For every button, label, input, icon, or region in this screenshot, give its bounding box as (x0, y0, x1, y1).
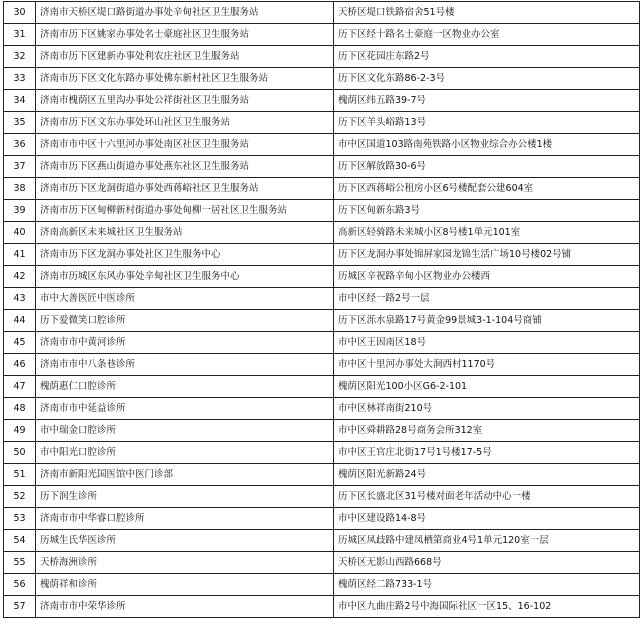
table-row (4, 134, 640, 156)
row-number: 48 (4, 398, 36, 420)
table-row (4, 464, 640, 486)
table-row (4, 552, 640, 574)
facility-name: 济南市市中黄河诊所 (36, 332, 334, 354)
facility-name: 济南市市中华睿口腔诊所 (36, 508, 334, 530)
facility-address: 市中区国道103路南苑铁路小区物业综合办公楼1楼 (334, 134, 640, 156)
row-number: 36 (4, 134, 36, 156)
table-row (4, 68, 640, 90)
facility-address: 天桥区堤口铁路宿舍51号楼 (334, 2, 640, 24)
row-number: 55 (4, 552, 36, 574)
facility-address: 历城区凤歧路中建凤栖第商业4号1单元120室一层 (334, 530, 640, 552)
facility-name: 济南市市中八条巷诊所 (36, 354, 334, 376)
facility-address: 市中区建设路14-8号 (334, 508, 640, 530)
table-row (4, 156, 640, 178)
facility-name: 历下爱微笑口腔诊所 (36, 310, 334, 332)
facility-name: 历下润生诊所 (36, 486, 334, 508)
row-number: 52 (4, 486, 36, 508)
facility-address: 历下区羊头峪路13号 (334, 112, 640, 134)
facility-address: 历下区经十路名士豪庭一区物业办公室 (334, 24, 640, 46)
table-row (4, 354, 640, 376)
facility-name: 济南市历下区文东办事处环山社区卫生服务站 (36, 112, 334, 134)
row-number: 44 (4, 310, 36, 332)
facility-name: 市中大善医匠中医诊所 (36, 288, 334, 310)
facility-address: 市中区九曲庄路2号中海国际社区一区15、16-102 (334, 596, 640, 618)
facility-name: 济南市历下区姚家办事处名士豪庭社区卫生服务站 (36, 24, 334, 46)
facility-name: 济南市历下区龙洞办事处社区卫生服务中心 (36, 244, 334, 266)
table-row (4, 310, 640, 332)
row-number: 38 (4, 178, 36, 200)
row-number: 35 (4, 112, 36, 134)
facility-address: 槐荫区纬五路39-7号 (334, 90, 640, 112)
table-row (4, 376, 640, 398)
row-number: 49 (4, 420, 36, 442)
facility-address: 槐荫区阳光新路24号 (334, 464, 640, 486)
row-number: 40 (4, 222, 36, 244)
row-number: 42 (4, 266, 36, 288)
row-number: 30 (4, 2, 36, 24)
facility-address: 天桥区无影山西路668号 (334, 552, 640, 574)
table-row (4, 112, 640, 134)
table-row (4, 486, 640, 508)
facility-address: 市中区舜耕路28号商务会所312室 (334, 420, 640, 442)
facility-name: 济南高新区未来城社区卫生服务站 (36, 222, 334, 244)
table-row (4, 244, 640, 266)
table-row (4, 24, 640, 46)
row-number: 31 (4, 24, 36, 46)
table-row (4, 420, 640, 442)
row-number: 43 (4, 288, 36, 310)
facility-name: 济南市历下区龙洞街道办事处西蒋峪社区卫生服务站 (36, 178, 334, 200)
table-row (4, 222, 640, 244)
row-number: 47 (4, 376, 36, 398)
facility-name: 济南市历下区建新办事处利农庄社区卫生服务站 (36, 46, 334, 68)
facility-name: 济南市历下区甸柳新村街道办事处甸柳一居社区卫生服务站 (36, 200, 334, 222)
table-row (4, 508, 640, 530)
facility-name: 济南市历下区文化东路办事处佛东新村社区卫生服务站 (36, 68, 334, 90)
facility-address: 市中区十里河办事处大涧西村1170号 (334, 354, 640, 376)
table-row (4, 178, 640, 200)
facility-address: 高新区轻骑路未来城小区8号楼1单元101室 (334, 222, 640, 244)
facility-address: 历下区解放路30-6号 (334, 156, 640, 178)
row-number: 39 (4, 200, 36, 222)
facility-table (3, 1, 640, 618)
row-number: 32 (4, 46, 36, 68)
facility-address: 历下区泺水泉路17号黄金99景城3-1-104号商铺 (334, 310, 640, 332)
facility-name: 济南市市中延益诊所 (36, 398, 334, 420)
row-number: 41 (4, 244, 36, 266)
table-row (4, 530, 640, 552)
facility-name: 槐荫祥和诊所 (36, 574, 334, 596)
facility-address: 历下区长盛北区31号楼对面老年活动中心一楼 (334, 486, 640, 508)
row-number: 37 (4, 156, 36, 178)
facility-address: 市中区王因南区18号 (334, 332, 640, 354)
facility-name: 济南市历下区燕山街道办事处燕东社区卫生服务站 (36, 156, 334, 178)
table-row (4, 332, 640, 354)
facility-address: 市中区经一路2号一层 (334, 288, 640, 310)
table-row (4, 266, 640, 288)
row-number: 46 (4, 354, 36, 376)
row-number: 53 (4, 508, 36, 530)
facility-address: 历下区文化东路86-2-3号 (334, 68, 640, 90)
facility-name: 槐荫惠仁口腔诊所 (36, 376, 334, 398)
row-number: 45 (4, 332, 36, 354)
facility-name: 济南市天桥区堤口路街道办事处辛甸社区卫生服务站 (36, 2, 334, 24)
table-row (4, 46, 640, 68)
table-body (4, 2, 640, 618)
table-row (4, 442, 640, 464)
row-number: 56 (4, 574, 36, 596)
facility-address: 市中区林祥南街210号 (334, 398, 640, 420)
facility-name: 济南市市中区十六里河办事处南区社区卫生服务站 (36, 134, 334, 156)
table-row (4, 596, 640, 618)
facility-address: 市中区王官庄北街17号1号楼17-5号 (334, 442, 640, 464)
row-number: 34 (4, 90, 36, 112)
facility-name: 济南市历城区东风办事处辛甸社区卫生服务中心 (36, 266, 334, 288)
row-number: 33 (4, 68, 36, 90)
table-row (4, 288, 640, 310)
row-number: 57 (4, 596, 36, 618)
facility-name: 济南市槐荫区五里沟办事处公祥街社区卫生服务站 (36, 90, 334, 112)
facility-name: 历城生氏华医诊所 (36, 530, 334, 552)
facility-address: 槐荫区阳光100小区G6-2-101 (334, 376, 640, 398)
facility-address: 槐荫区经二路733-1号 (334, 574, 640, 596)
row-number: 51 (4, 464, 36, 486)
facility-name: 天桥海洲诊所 (36, 552, 334, 574)
facility-address: 历下区甸新东路3号 (334, 200, 640, 222)
table-row (4, 398, 640, 420)
facility-address: 历城区辛祝路辛甸小区物业办公楼西 (334, 266, 640, 288)
table-row (4, 2, 640, 24)
facility-name: 市中阳光口腔诊所 (36, 442, 334, 464)
row-number: 50 (4, 442, 36, 464)
facility-address: 历下区花园庄东路2号 (334, 46, 640, 68)
table-row (4, 90, 640, 112)
facility-address: 历下区西蒋峪公租房小区6号楼配套公建604室 (334, 178, 640, 200)
facility-name: 济南市新阳光国医馆中医门诊部 (36, 464, 334, 486)
facility-name: 济南市市中荣华诊所 (36, 596, 334, 618)
table-row (4, 200, 640, 222)
row-number: 54 (4, 530, 36, 552)
facility-address: 历下区龙洞办事处锦屏家园龙锦生活广场10号楼02号铺 (334, 244, 640, 266)
table-row (4, 574, 640, 596)
facility-name: 市中瑞金口腔诊所 (36, 420, 334, 442)
